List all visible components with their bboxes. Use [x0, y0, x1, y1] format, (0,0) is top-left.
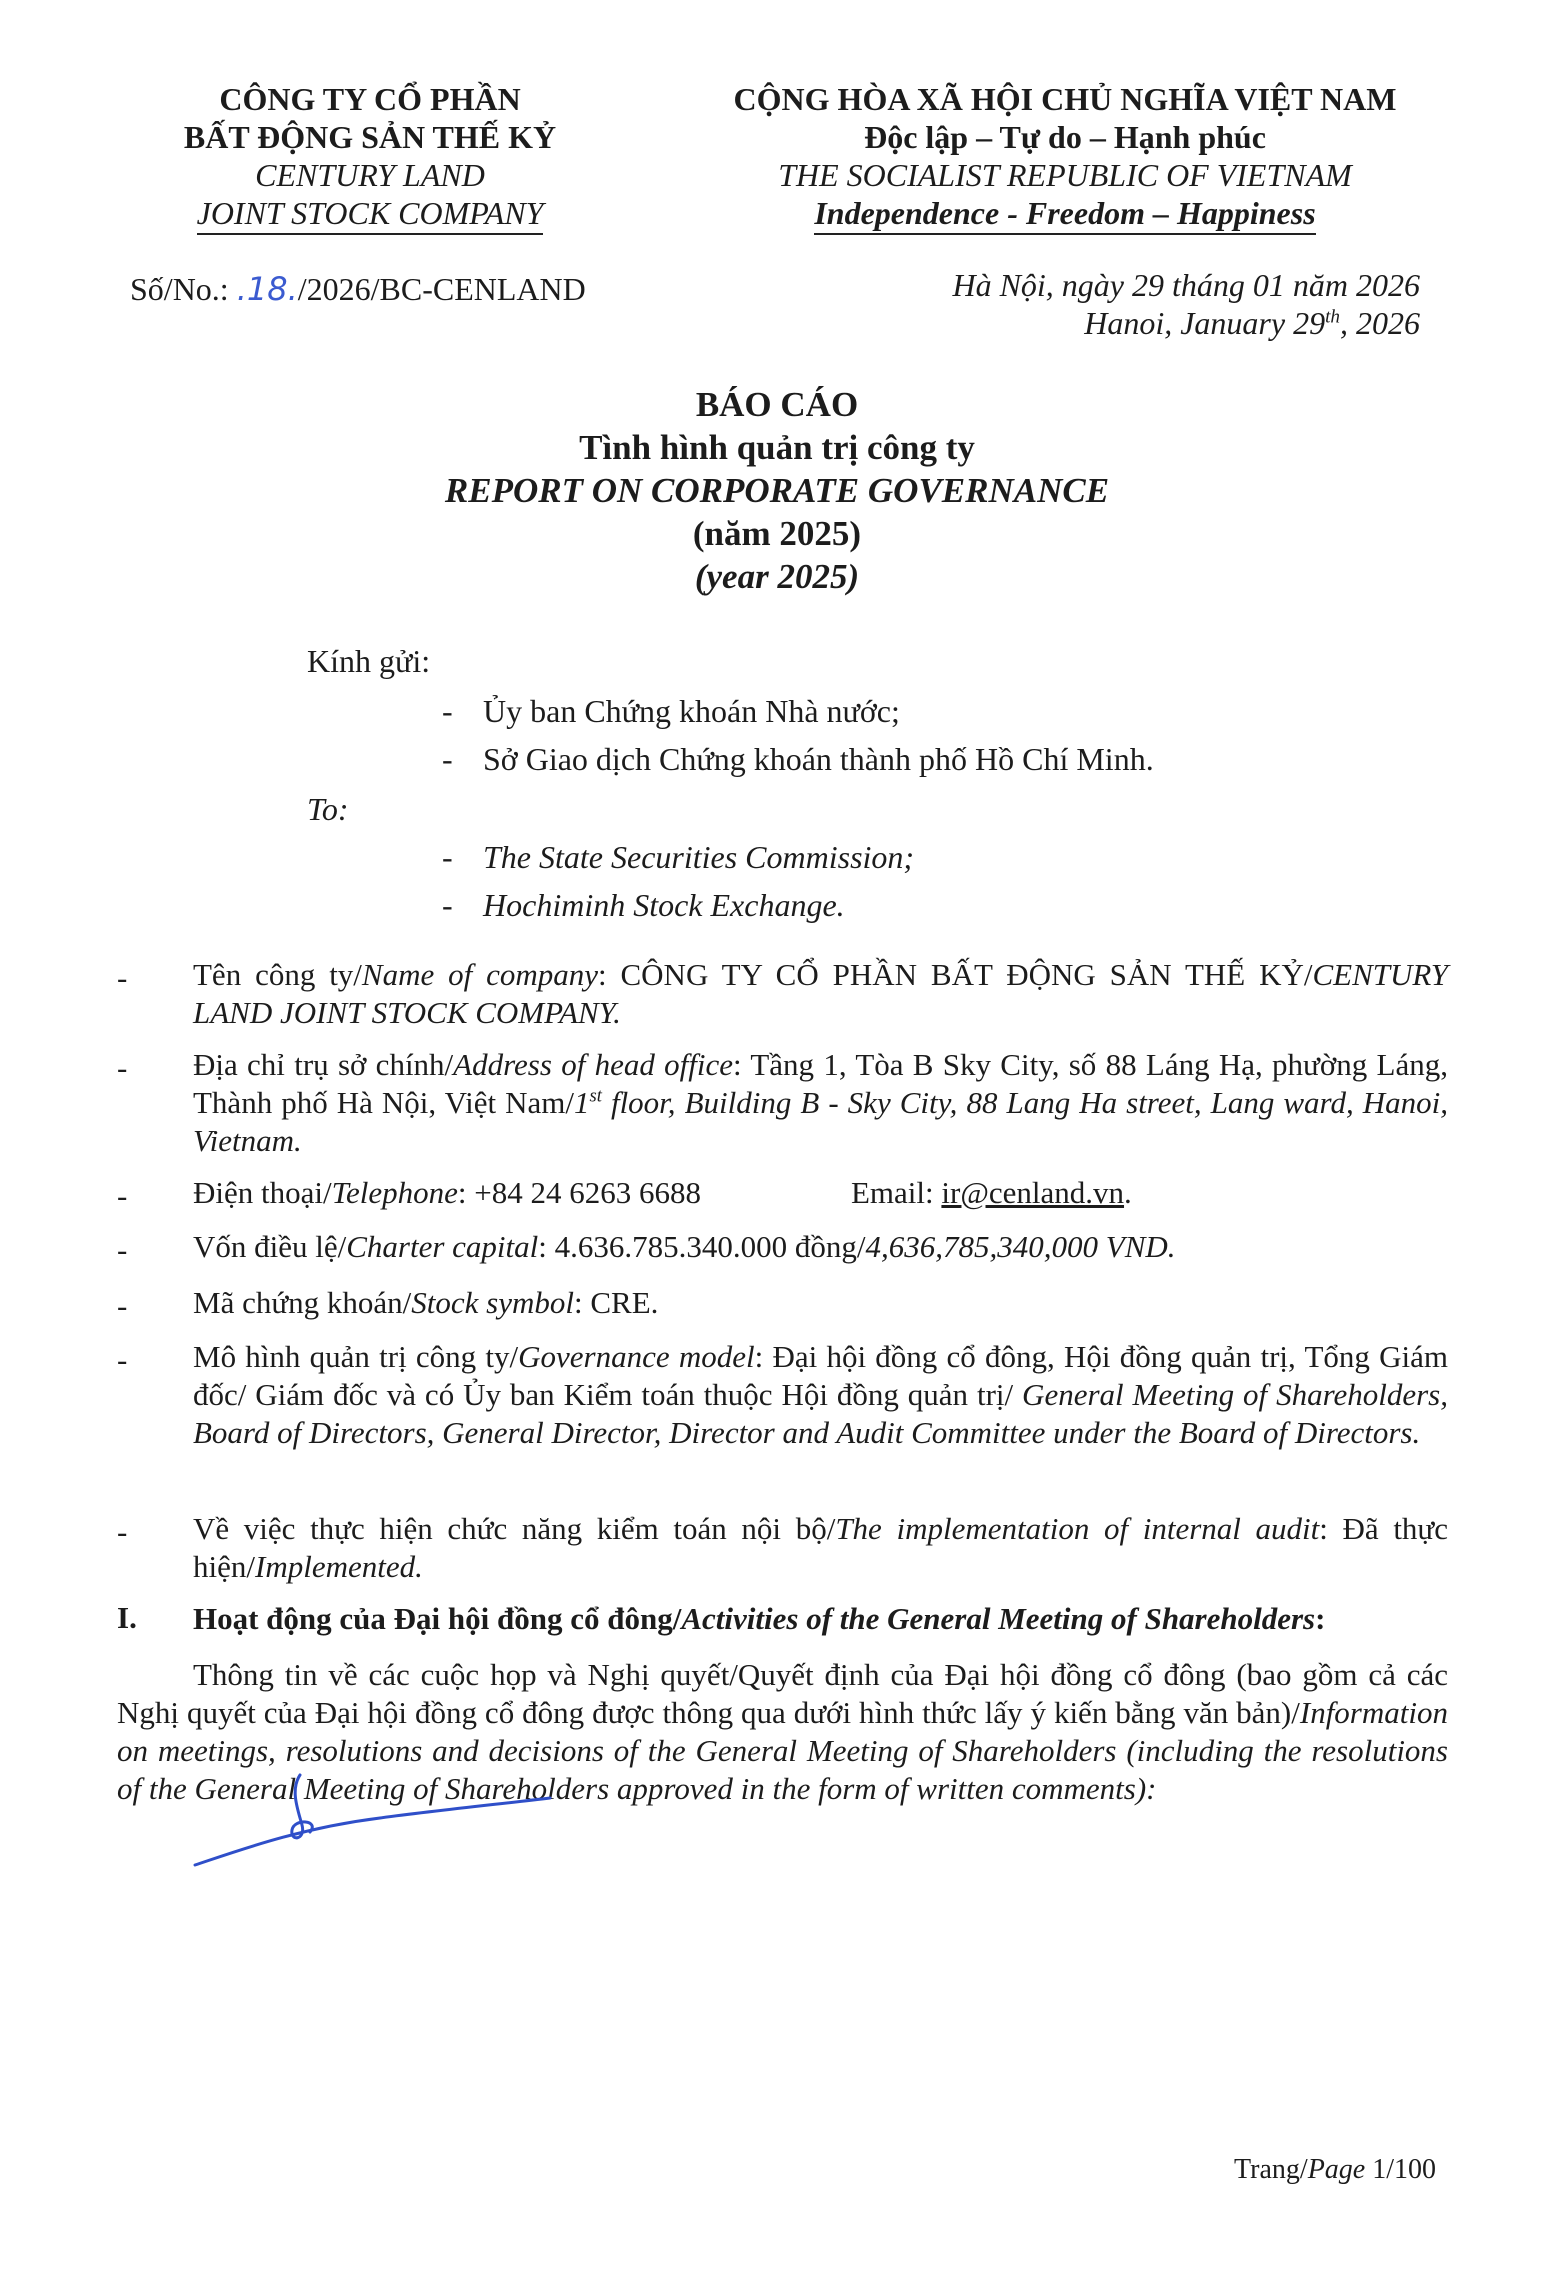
company-name-vi-line1: CÔNG TY CỔ PHẦN [219, 81, 521, 117]
charter-capital-item: Vốn điều lệ/Charter capital: 4.636.785.340.000 đồng/4,636,785,340,000 VND. [193, 1229, 1176, 1264]
section-body: Thông tin về các cuộc họp và Nghị quyết/Quyết định của Đại hội đồng cổ đông (bao gồm cả các Nghị quyết của Đại hội đồng cổ đông được thông qua dưới hình thức lấy ý kiến bằng văn bản)/Information on meetings, resolutions and decisions of the General Meeting of Shareholders (including the resolutions of the General Meeting of Shareholders approved in the form of written comments): [117, 1657, 1448, 1806]
national-motto-en: Independence - Freedom – Happiness [814, 195, 1315, 235]
recipients-en-label: To: [307, 791, 349, 827]
company-name-item: Tên công ty/Name of company: CÔNG TY CỔ PHẦN BẤT ĐỘNG SẢN THẾ KỶ/CENTURY LAND JOINT STOCK COMPANY. [193, 957, 1449, 1030]
date-en: Hanoi, January 29th, 2026 [1084, 305, 1420, 341]
recipient-vi-1: Ủy ban Chứng khoán Nhà nước; [483, 693, 900, 729]
title-line2: Tình hình quản trị công ty [579, 428, 975, 467]
recipient-vi-2: Sở Giao dịch Chứng khoán thành phố Hồ Chí Minh. [483, 741, 1154, 777]
report-title [0, 383, 1554, 598]
dash: - [442, 887, 453, 923]
section-number: I. [117, 1600, 137, 1635]
national-header [690, 80, 1440, 232]
dash: - [117, 960, 128, 995]
dash: - [117, 1232, 128, 1267]
title-line5: (year 2025) [694, 557, 860, 596]
email-item: Email: ir@cenland.vn. [851, 1175, 1132, 1210]
signature-initial-icon [180, 1770, 570, 1880]
handwritten-number: .18. [236, 270, 298, 308]
company-name-en-line1: CENTURY LAND [255, 157, 485, 193]
dash: - [442, 839, 453, 875]
dash: - [442, 693, 453, 729]
document-date [800, 266, 1420, 342]
recipients-vi-label: Kính gửi: [307, 643, 431, 679]
dash: - [442, 741, 453, 777]
document-number [130, 270, 586, 308]
page-number: Trang/Page 1/100 [1234, 2154, 1436, 2185]
dash: - [117, 1178, 128, 1213]
national-motto-vi: Độc lập – Tự do – Hạnh phúc [864, 119, 1266, 155]
recipient-en-1: The State Securities Commission; [483, 839, 915, 875]
internal-audit-item: Về việc thực hiện chức năng kiểm toán nội bộ/The implementation of internal audit: Đã thực hiện/Implemented. [193, 1511, 1448, 1584]
document-number-suffix: /2026/BC-CENLAND [297, 271, 586, 307]
document-number-label: Số/No.: [130, 271, 237, 307]
company-header [160, 80, 580, 232]
address-item: Địa chỉ trụ sở chính/Address of head office: Tầng 1, Tòa B Sky City, số 88 Láng Hạ, phường Láng, Thành phố Hà Nội, Việt Nam/1st floor, Building B - Sky City, 88 Lang Ha street, Lang ward, Hanoi, Vietnam. [193, 1047, 1448, 1158]
title-line3: REPORT ON CORPORATE GOVERNANCE [444, 471, 1110, 510]
title-line4: (năm 2025) [692, 514, 862, 553]
national-title-vi: CỘNG HÒA XÃ HỘI CHỦ NGHĨA VIỆT NAM [733, 81, 1397, 117]
email-link[interactable]: ir@cenland.vn [941, 1175, 1125, 1210]
company-name-vi-line2: BẤT ĐỘNG SẢN THẾ KỶ [183, 119, 557, 155]
stock-symbol-item: Mã chứng khoán/Stock symbol: CRE. [193, 1285, 659, 1320]
dash: - [117, 1050, 128, 1085]
date-vi: Hà Nội, ngày 29 tháng 01 năm 2026 [952, 267, 1420, 303]
recipient-en-2: Hochiminh Stock Exchange. [483, 887, 845, 923]
title-line1: BÁO CÁO [695, 385, 859, 424]
section-heading: Hoạt động của Đại hội đồng cổ đông/Activities of the General Meeting of Shareholders: [193, 1601, 1326, 1636]
governance-model-item: Mô hình quản trị công ty/Governance model: Đại hội đồng cổ đông, Hội đồng quản trị, Tổng Giám đốc/ Giám đốc và có Ủy ban Kiểm toán thuộc Hội đồng quản trị/ General Meeting of Shareholders, Board of Directors, General Director, Director and Audit Committee under the Board of Directors. [193, 1339, 1448, 1450]
dash: - [117, 1514, 128, 1549]
phone-item: Điện thoại/Telephone: +84 24 6263 6688 [193, 1175, 702, 1210]
company-name-en-line2: JOINT STOCK COMPANY [197, 195, 544, 235]
dash: - [117, 1288, 128, 1323]
national-title-en: THE SOCIALIST REPUBLIC OF VIETNAM [778, 157, 1352, 193]
dash: - [117, 1342, 128, 1377]
